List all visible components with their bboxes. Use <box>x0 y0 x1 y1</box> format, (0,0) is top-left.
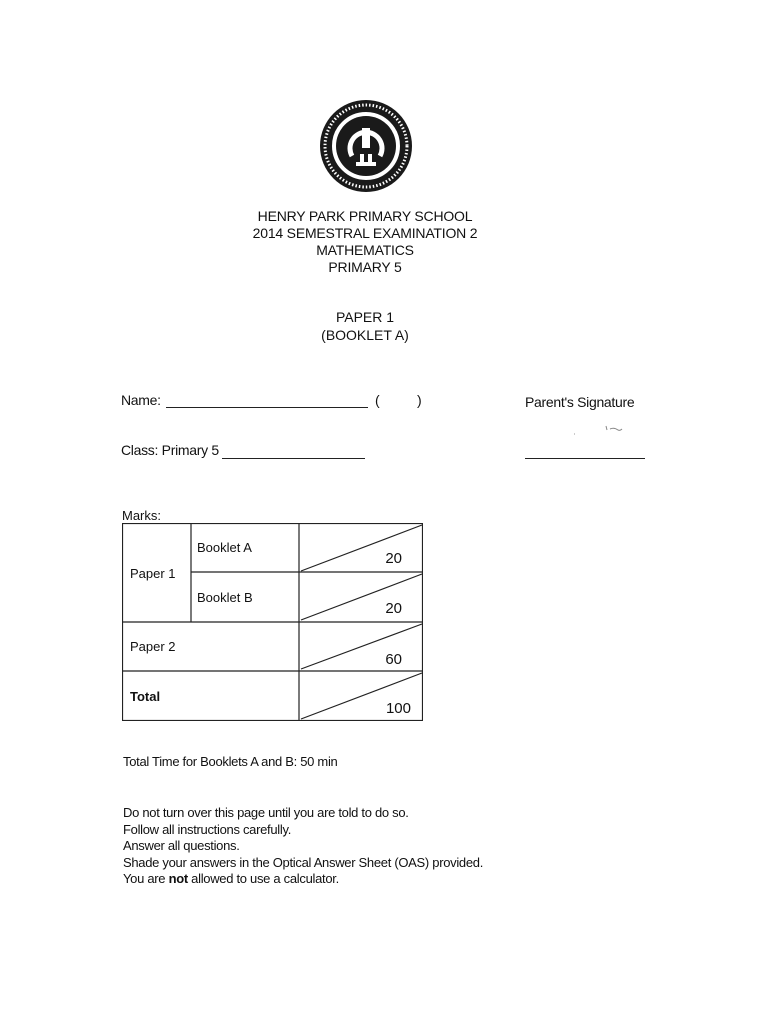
parent-signature-field[interactable] <box>525 458 645 459</box>
instruction-line: Shade your answers in the Optical Answer Sheet (OAS) provided. <box>123 854 484 870</box>
marks-label: Marks: <box>122 508 161 523</box>
name-field[interactable] <box>166 407 368 408</box>
paper-1-label: Paper 1 <box>130 566 176 581</box>
total-label: Total <box>130 689 161 704</box>
booklet-b-max-marks: 20 <box>385 600 402 617</box>
booklet-a-label: Booklet A <box>197 540 252 555</box>
instruction-line: Do not turn over this page until you are told to do so. <box>123 805 409 820</box>
school-name: HENRY PARK PRIMARY SCHOOL <box>257 208 473 224</box>
total-max-marks: 100 <box>385 700 411 717</box>
level-name: PRIMARY 5 <box>328 259 402 275</box>
name-label: Name: <box>121 392 161 408</box>
paper-info <box>0 308 730 344</box>
marks-table <box>122 523 423 721</box>
booklet-a-max-marks: 20 <box>385 550 402 567</box>
school-crest-logo <box>316 96 416 196</box>
instructions <box>123 805 483 888</box>
parent-signature-label: Parent's Signature <box>525 394 635 410</box>
class-label: Class: Primary 5 <box>121 442 219 458</box>
paper-2-label: Paper 2 <box>130 639 176 654</box>
booklet-b-label: Booklet B <box>197 590 253 605</box>
signature-scribble <box>572 422 632 438</box>
instruction-line: Follow all instructions carefully. <box>123 821 292 837</box>
instruction-line: Answer all questions. <box>123 838 240 853</box>
booklet-title: (BOOKLET A) <box>321 327 409 343</box>
register-number-close-paren: ) <box>417 392 422 408</box>
register-number-open-paren: ( <box>375 392 380 408</box>
instruction-emphasis: not <box>168 871 188 886</box>
subject-name: MATHEMATICS <box>316 242 414 258</box>
total-time: Total Time for Booklets A and B: 50 min <box>123 754 338 769</box>
exam-title: 2014 SEMESTRAL EXAMINATION 2 <box>252 225 478 241</box>
instruction-text: You are <box>123 871 169 886</box>
exam-header <box>0 208 730 276</box>
paper-2-max-marks: 60 <box>385 651 402 668</box>
instruction-line <box>123 871 483 888</box>
paper-title: PAPER 1 <box>335 309 395 325</box>
instruction-text: allowed to use a calculator. <box>187 871 339 886</box>
class-field[interactable] <box>222 458 365 459</box>
